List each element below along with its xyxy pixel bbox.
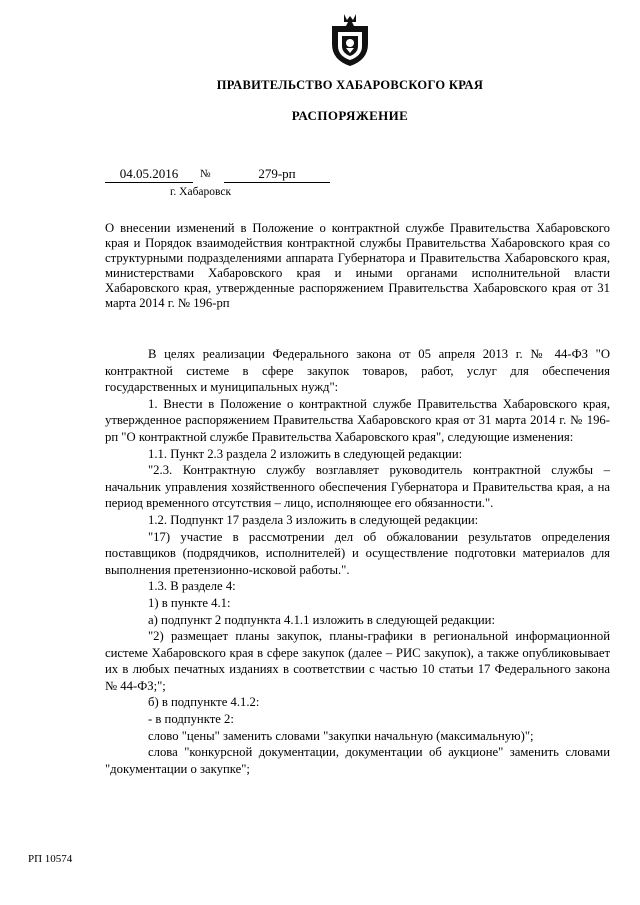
document-type: РАСПОРЯЖЕНИЕ — [291, 108, 409, 123]
document-code: РП 10574 — [28, 853, 73, 865]
paragraph: "17) участие в рассмотрении дел об обжаловании результатов определения поставщиков (подрядчиков, исполнителей) и осуществление подготовки материалов для выполнения претензионно-исковой работы.". — [105, 529, 610, 577]
organization-name: ПРАВИТЕЛЬСТВО ХАБАРОВСКОГО КРАЯ — [216, 78, 484, 92]
paragraph: 1.3. В разделе 4: — [148, 579, 236, 594]
paragraph: 1) в пункте 4.1: — [148, 595, 231, 610]
paragraph: а) подпункт 2 подпункта 4.1.1 изложить в следующей редакции: — [148, 612, 495, 627]
paragraph: "2.3. Контрактную службу возглавляет руководитель контрактной службы – начальник управления хозяйственного обеспечения Губернатора и Правительства края, а на период временного отсутствия – лицо, исполняющее его обязанности.". — [105, 463, 610, 511]
paragraph: б) в подпункте 4.1.2: — [148, 695, 260, 710]
paragraph: 1.2. Подпункт 17 раздела 3 изложить в следующей редакции: — [148, 512, 479, 527]
number-sign: № — [200, 168, 211, 180]
paragraph: 1.1. Пункт 2.3 раздела 2 изложить в следующей редакции: — [148, 446, 463, 461]
paragraph: слова "конкурсной документации, документации об аукционе" заменить словами "документации о закупке"; — [105, 745, 610, 776]
paragraph: В целях реализации Федерального закона от 05 апреля 2013 г. № 44-ФЗ "О контрактной системе в сфере закупок товаров, работ, услуг для обеспечения государственных и муниципальных нужд": — [105, 347, 610, 395]
document-body — [105, 346, 610, 777]
document-number: 279-рп — [224, 166, 330, 183]
paragraph: "2) размещает планы закупок, планы-графики в региональной информационной системе Хабаровского края в сфере закупок (далее – РИС закупок), а также опубликовывает их в любых печатных изданиях в соответствии с частью 10 статьи 17 Федерального закона № 44-ФЗ;"; — [105, 629, 610, 693]
paragraph: слово "цены" заменить словами "закупки начальную (максимальную)"; — [148, 728, 534, 743]
document-city: г. Хабаровск — [170, 186, 232, 198]
document-date: 04.05.2016 — [105, 166, 193, 183]
document-subject: О внесении изменений в Положение о контрактной службе Правительства Хабаровского края и Порядок взаимодействия контрактной службы Правительства Хабаровского края со структурными подразделениями аппарата Губернатора и Правительства Хабаровского края, министерствами Хабаровского края и иными органами исполнительной власти Хабаровского края, утвержденные распоряжением Правительства Хабаровского края от 31 марта 2014 г. № 196-рп — [105, 221, 610, 310]
paragraph: - в подпункте 2: — [148, 712, 234, 727]
coat-of-arms-emblem — [326, 12, 374, 68]
paragraph: 1. Внести в Положение о контрактной службе Правительства Хабаровского края, утвержденное распоряжением Правительства Хабаровского края от 31 марта 2014 г. № 196-рп "О контрактной службе Правительства Хабаровского края", следующие изменения: — [105, 396, 610, 444]
